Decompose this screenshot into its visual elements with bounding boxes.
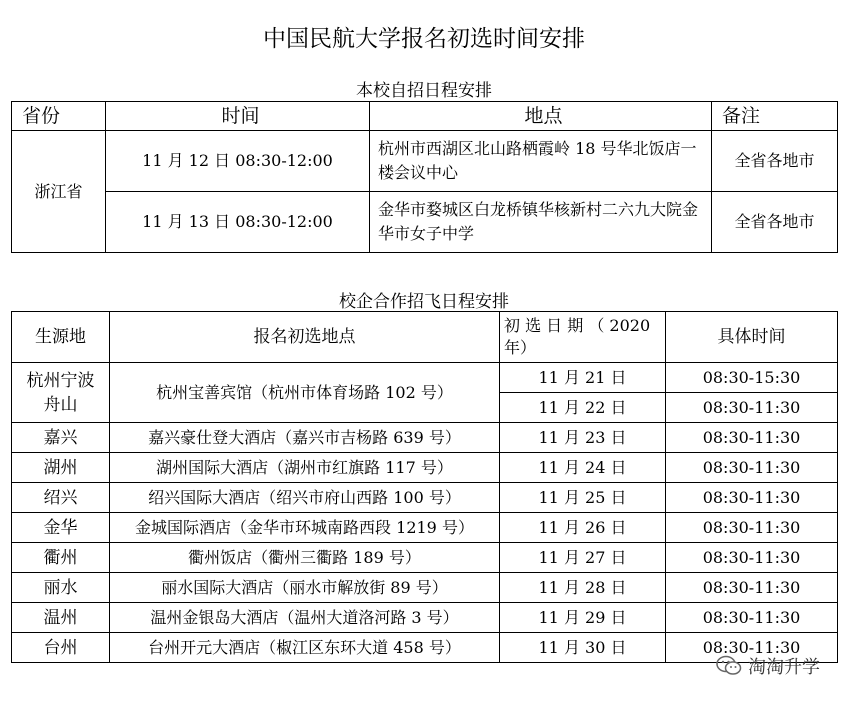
note-cell: 全省各地市 [712, 131, 838, 192]
origin-cell: 温州 [12, 603, 110, 633]
date-cell: 11 月 29 日 [500, 603, 666, 633]
table-row [12, 423, 838, 453]
table-row [12, 131, 838, 192]
date-cell: 11 月 25 日 [500, 483, 666, 513]
header-date: 初 选 日 期 （ 2020 年） [500, 312, 666, 363]
date-cell: 11 月 22 日 [500, 393, 666, 423]
time-cell: 08:30-11:30 [666, 573, 838, 603]
header-province: 省份 [12, 102, 106, 131]
time-cell: 08:30-11:30 [666, 393, 838, 423]
school-enterprise-table [11, 311, 838, 663]
place-cell: 金城国际酒店（金华市环城南路西段 1219 号） [110, 513, 500, 543]
table-row [12, 453, 838, 483]
watermark [716, 653, 820, 679]
origin-cell: 绍兴 [12, 483, 110, 513]
table-header-row [12, 312, 838, 363]
table-row [12, 192, 838, 253]
table-header-row [12, 102, 838, 131]
date-cell: 11 月 24 日 [500, 453, 666, 483]
time-cell: 08:30-11:30 [666, 453, 838, 483]
place-cell: 温州金银岛大酒店（温州大道洛河路 3 号） [110, 603, 500, 633]
header-origin: 生源地 [12, 312, 110, 363]
time-cell: 08:30-11:30 [666, 543, 838, 573]
place-cell: 杭州市西湖区北山路栖霞岭 18 号华北饭店一楼会议中心 [370, 131, 712, 192]
header-place: 地点 [370, 102, 712, 131]
time-cell: 08:30-11:30 [666, 423, 838, 453]
place-cell: 台州开元大酒店（椒江区东环大道 458 号） [110, 633, 500, 663]
place-cell: 金华市婺城区白龙桥镇华核新村二六九大院金华市女子中学 [370, 192, 712, 253]
origin-cell: 湖州 [12, 453, 110, 483]
date-cell: 11 月 21 日 [500, 363, 666, 393]
time-cell: 08:30-11:30 [666, 513, 838, 543]
watermark-text: 淘淘升学 [748, 657, 820, 678]
time-cell: 08:30-11:30 [666, 603, 838, 633]
time-cell: 08:30-15:30 [666, 363, 838, 393]
table-row [12, 483, 838, 513]
place-cell: 嘉兴豪仕登大酒店（嘉兴市吉杨路 639 号） [110, 423, 500, 453]
header-time: 具体时间 [666, 312, 838, 363]
date-cell: 11 月 30 日 [500, 633, 666, 663]
time-cell: 11 月 13 日 08:30-12:00 [106, 192, 370, 253]
place-cell: 丽水国际大酒店（丽水市解放街 89 号） [110, 573, 500, 603]
origin-cell: 嘉兴 [12, 423, 110, 453]
origin-cell: 台州 [12, 633, 110, 663]
province-cell: 浙江省 [12, 131, 106, 253]
date-cell: 11 月 27 日 [500, 543, 666, 573]
section1-caption: 本校自招日程安排 [356, 81, 492, 101]
origin-cell: 杭州宁波舟山 [12, 363, 110, 423]
place-cell: 杭州宝善宾馆（杭州市体育场路 102 号） [110, 363, 500, 423]
header-place: 报名初选地点 [110, 312, 500, 363]
table-row [12, 363, 838, 393]
time-cell: 08:30-11:30 [666, 633, 838, 663]
origin-cell: 金华 [12, 513, 110, 543]
section2-caption: 校企合作招飞日程安排 [339, 292, 509, 312]
place-cell: 衢州饭店（衢州三衢路 189 号） [110, 543, 500, 573]
wechat-icon [716, 655, 742, 677]
date-cell: 11 月 23 日 [500, 423, 666, 453]
time-cell: 08:30-11:30 [666, 483, 838, 513]
table-row [12, 513, 838, 543]
table-row [12, 603, 838, 633]
origin-cell: 衢州 [12, 543, 110, 573]
page-title: 中国民航大学报名初选时间安排 [263, 26, 585, 52]
time-cell: 11 月 12 日 08:30-12:00 [106, 131, 370, 192]
origin-cell: 丽水 [12, 573, 110, 603]
self-recruit-table [11, 101, 838, 253]
place-cell: 绍兴国际大酒店（绍兴市府山西路 100 号） [110, 483, 500, 513]
date-cell: 11 月 28 日 [500, 573, 666, 603]
place-cell: 湖州国际大酒店（湖州市红旗路 117 号） [110, 453, 500, 483]
note-cell: 全省各地市 [712, 192, 838, 253]
table-row [12, 543, 838, 573]
header-note: 备注 [712, 102, 838, 131]
table-row [12, 633, 838, 663]
date-cell: 11 月 26 日 [500, 513, 666, 543]
header-time: 时间 [106, 102, 370, 131]
table-row [12, 573, 838, 603]
